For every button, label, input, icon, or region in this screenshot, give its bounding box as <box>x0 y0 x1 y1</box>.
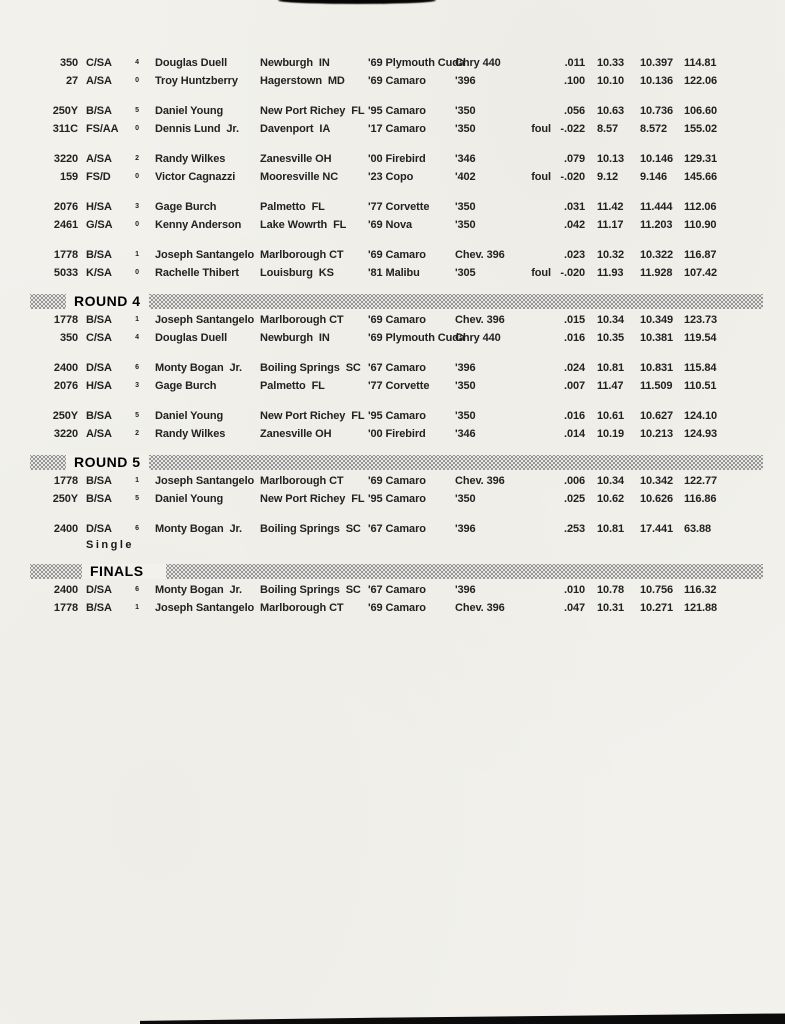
car-model: '23 Copo <box>368 171 414 183</box>
driver-name: Troy Huntzberry <box>155 75 238 87</box>
reaction-time: .016 <box>563 410 585 422</box>
dial-in: 11.42 <box>597 201 624 213</box>
single-note: Single <box>86 539 135 551</box>
car-model: '69 Camaro <box>368 602 426 614</box>
driver-name: Dennis Lund Jr. <box>155 123 239 135</box>
driver-name: Gage Burch <box>155 380 217 392</box>
race-row <box>0 377 785 395</box>
race-row <box>0 490 785 508</box>
elapsed-time: 9.146 <box>640 171 668 183</box>
speed-mph: 107.42 <box>684 267 718 279</box>
hometown: Zanesville OH <box>260 153 332 165</box>
car-number: 2076 <box>53 201 78 213</box>
car-model: '67 Camaro <box>368 584 426 596</box>
car-model: '69 Camaro <box>368 75 426 87</box>
hometown: Newburgh IN <box>260 332 330 344</box>
round-header <box>30 455 763 470</box>
elapsed-time: 10.627 <box>640 410 674 422</box>
race-row <box>0 246 785 264</box>
car-model: '00 Firebird <box>368 428 426 440</box>
foul-flag <box>527 54 551 72</box>
dial-in: 11.93 <box>597 267 624 279</box>
qualifier-seed: 5 <box>135 495 139 502</box>
dial-in: 10.81 <box>597 523 625 535</box>
race-row <box>0 102 785 120</box>
foul-flag <box>527 216 551 234</box>
driver-name: Daniel Young <box>155 105 224 117</box>
car-model: '81 Malibu <box>368 267 420 279</box>
engine: '350 <box>455 105 476 117</box>
scan-artifact-bottom <box>140 1013 785 1024</box>
class-label: A/SA <box>86 75 112 87</box>
car-model: '17 Camaro <box>368 123 426 135</box>
hometown: Davenport IA <box>260 123 331 135</box>
car-number: 311C <box>52 123 78 135</box>
engine: '350 <box>455 201 476 213</box>
reaction-time: .253 <box>563 523 585 535</box>
class-label: K/SA <box>86 267 112 279</box>
reaction-time: -.020 <box>560 267 585 279</box>
race-row <box>0 599 785 617</box>
engine: '346 <box>455 153 476 165</box>
speed-mph: 121.88 <box>684 602 718 614</box>
race-row <box>0 54 785 72</box>
race-row <box>0 150 785 168</box>
car-model: '77 Corvette <box>368 201 430 213</box>
engine: '346 <box>455 428 476 440</box>
hometown: Palmetto FL <box>260 380 325 392</box>
round-header-label: ROUND 4 <box>66 294 149 309</box>
speed-mph: 145.66 <box>684 171 718 183</box>
race-pair-group <box>0 359 785 395</box>
class-label: C/SA <box>86 332 112 344</box>
hometown: Mooresville NC <box>260 171 339 183</box>
qualifier-seed: 5 <box>135 412 139 419</box>
driver-name: Monty Bogan Jr. <box>155 523 243 535</box>
engine: Chev. 396 <box>455 602 505 614</box>
race-row <box>0 472 785 490</box>
driver-name: Victor Cagnazzi <box>155 171 236 183</box>
elapsed-time: 10.271 <box>640 602 674 614</box>
elapsed-time: 10.322 <box>640 249 674 261</box>
elapsed-time: 10.626 <box>640 493 674 505</box>
race-row <box>0 198 785 216</box>
car-number: 1778 <box>53 475 78 487</box>
speed-mph: 110.51 <box>684 380 717 392</box>
class-label: B/SA <box>86 602 112 614</box>
reaction-time: -.022 <box>560 123 585 135</box>
elapsed-time: 10.756 <box>640 584 674 596</box>
elapsed-time: 10.342 <box>640 475 674 487</box>
speed-mph: 155.02 <box>684 123 718 135</box>
foul-flag <box>527 520 551 538</box>
hometown: Newburgh IN <box>260 57 330 69</box>
dial-in: 10.31 <box>597 602 625 614</box>
reaction-time: .100 <box>563 75 585 87</box>
elapsed-time: 10.381 <box>640 332 674 344</box>
dial-in: 10.34 <box>597 475 625 487</box>
class-label: B/SA <box>86 410 112 422</box>
race-pair-group <box>0 311 785 347</box>
race-row <box>0 425 785 443</box>
qualifier-seed: 0 <box>135 77 139 84</box>
driver-name: Joseph Santangelo <box>155 475 255 487</box>
hometown: Marlborough CT <box>260 249 344 261</box>
engine: '396 <box>455 362 476 374</box>
engine: '396 <box>455 523 476 535</box>
speed-mph: 114.81 <box>684 57 717 69</box>
reaction-time: .023 <box>563 249 585 261</box>
speed-mph: 112.06 <box>684 201 717 213</box>
reaction-time: .042 <box>563 219 585 231</box>
class-label: D/SA <box>86 362 112 374</box>
race-pair-group <box>0 407 785 443</box>
car-model: '69 Plymouth Cuda <box>368 57 465 69</box>
qualifier-seed: 4 <box>135 334 139 341</box>
qualifier-seed: 4 <box>135 59 139 66</box>
elapsed-time: 10.397 <box>640 57 674 69</box>
car-number: 159 <box>59 171 78 183</box>
driver-name: Monty Bogan Jr. <box>155 584 243 596</box>
car-model: '95 Camaro <box>368 493 426 505</box>
car-number: 250Y <box>52 410 78 422</box>
engine: '350 <box>455 493 476 505</box>
engine: '396 <box>455 584 476 596</box>
car-model: '67 Camaro <box>368 362 426 374</box>
class-label: H/SA <box>86 201 112 213</box>
driver-name: Joseph Santangelo <box>155 602 255 614</box>
race-pair-group <box>0 198 785 234</box>
foul-flag <box>527 72 551 90</box>
car-model: '95 Camaro <box>368 410 426 422</box>
driver-name: Gage Burch <box>155 201 217 213</box>
dial-in: 10.33 <box>597 57 625 69</box>
class-label: D/SA <box>86 584 112 596</box>
hometown: Zanesville OH <box>260 428 332 440</box>
car-number: 2400 <box>53 362 78 374</box>
driver-name: Daniel Young <box>155 410 224 422</box>
class-label: G/SA <box>86 219 113 231</box>
class-label: H/SA <box>86 380 112 392</box>
reaction-time: .031 <box>563 201 585 213</box>
dial-in: 10.81 <box>597 362 625 374</box>
hometown: New Port Richey FL <box>260 410 365 422</box>
elapsed-time: 11.509 <box>640 380 673 392</box>
driver-name: Monty Bogan Jr. <box>155 362 243 374</box>
foul-flag <box>527 425 551 443</box>
hometown: Hagerstown MD <box>260 75 345 87</box>
driver-name: Douglas Duell <box>155 332 228 344</box>
qualifier-seed: 0 <box>135 269 139 276</box>
foul-flag: foul <box>531 267 551 279</box>
car-model: '69 Nova <box>368 219 413 231</box>
foul-flag <box>527 329 551 347</box>
hometown: Marlborough CT <box>260 602 344 614</box>
dial-in: 10.13 <box>597 153 625 165</box>
race-row <box>0 72 785 90</box>
foul-flag <box>527 581 551 599</box>
engine: Chev. 396 <box>455 475 505 487</box>
qualifier-seed: 6 <box>135 586 139 593</box>
race-row <box>0 581 785 599</box>
hometown: Marlborough CT <box>260 475 344 487</box>
foul-flag <box>527 150 551 168</box>
car-number: 1778 <box>53 314 78 326</box>
reaction-time: .047 <box>563 602 585 614</box>
elapsed-time: 10.736 <box>640 105 674 117</box>
foul-flag <box>527 359 551 377</box>
reaction-time: .014 <box>563 428 585 440</box>
engine: '350 <box>455 219 476 231</box>
dial-in: 11.17 <box>597 219 624 231</box>
speed-mph: 63.88 <box>684 523 712 535</box>
speed-mph: 124.10 <box>684 410 718 422</box>
car-number: 350 <box>59 57 78 69</box>
qualifier-seed: 1 <box>135 604 139 611</box>
speed-mph: 116.86 <box>684 493 717 505</box>
dial-in: 10.19 <box>597 428 625 440</box>
engine: Chev. 396 <box>455 314 505 326</box>
foul-flag: foul <box>531 123 551 135</box>
race-row <box>0 407 785 425</box>
dial-in: 10.32 <box>597 249 625 261</box>
engine: '402 <box>455 171 476 183</box>
race-row <box>0 120 785 138</box>
qualifier-seed: 0 <box>135 221 139 228</box>
class-label: B/SA <box>86 105 112 117</box>
class-label: A/SA <box>86 428 112 440</box>
engine: Chry 440 <box>455 332 501 344</box>
speed-mph: 110.90 <box>684 219 717 231</box>
hometown: Boiling Springs SC <box>260 362 361 374</box>
speed-mph: 122.77 <box>684 475 718 487</box>
driver-name: Daniel Young <box>155 493 224 505</box>
race-row <box>0 168 785 186</box>
race-pair-group <box>0 150 785 186</box>
hometown: New Port Richey FL <box>260 493 365 505</box>
speed-mph: 122.06 <box>684 75 718 87</box>
hometown: Louisburg KS <box>260 267 334 279</box>
dial-in: 10.62 <box>597 493 625 505</box>
reaction-time: .007 <box>563 380 585 392</box>
qualifier-seed: 3 <box>135 382 139 389</box>
foul-flag <box>527 407 551 425</box>
engine: '305 <box>455 267 476 279</box>
driver-name: Joseph Santangelo <box>155 249 255 261</box>
class-label: B/SA <box>86 493 112 505</box>
elapsed-time: 8.572 <box>640 123 668 135</box>
elapsed-time: 10.349 <box>640 314 674 326</box>
race-row <box>0 359 785 377</box>
hometown: Lake Wowrth FL <box>260 219 347 231</box>
hometown: Marlborough CT <box>260 314 344 326</box>
class-label: FS/D <box>86 171 111 183</box>
car-number: 2076 <box>53 380 78 392</box>
engine: '350 <box>455 410 476 422</box>
foul-flag <box>527 102 551 120</box>
round-header-label: ROUND 5 <box>66 455 149 470</box>
dial-in: 10.35 <box>597 332 625 344</box>
round-header <box>30 294 763 309</box>
driver-name: Kenny Anderson <box>155 219 242 231</box>
class-label: B/SA <box>86 249 112 261</box>
elapsed-time: 11.203 <box>640 219 673 231</box>
car-number: 250Y <box>52 493 78 505</box>
foul-flag <box>527 377 551 395</box>
dial-in: 10.61 <box>597 410 625 422</box>
hometown: New Port Richey FL <box>260 105 365 117</box>
car-number: 1778 <box>53 249 78 261</box>
dial-in: 10.78 <box>597 584 625 596</box>
class-label: D/SA <box>86 523 112 535</box>
elapsed-time: 10.136 <box>640 75 674 87</box>
driver-name: Randy Wilkes <box>155 428 226 440</box>
class-label: B/SA <box>86 314 112 326</box>
reaction-time: .056 <box>563 105 585 117</box>
elapsed-time: 11.928 <box>640 267 673 279</box>
reaction-time: .006 <box>563 475 585 487</box>
race-pair-group <box>0 54 785 90</box>
engine: '350 <box>455 380 476 392</box>
reaction-time: .016 <box>563 332 585 344</box>
speed-mph: 106.60 <box>684 105 718 117</box>
qualifier-seed: 0 <box>135 173 139 180</box>
car-model: '00 Firebird <box>368 153 426 165</box>
race-pair-group <box>0 246 785 282</box>
foul-flag <box>527 599 551 617</box>
speed-mph: 116.32 <box>684 584 717 596</box>
qualifier-seed: 6 <box>135 525 139 532</box>
car-number: 2400 <box>53 584 78 596</box>
foul-flag <box>527 472 551 490</box>
speed-mph: 123.73 <box>684 314 718 326</box>
car-number: 27 <box>65 75 78 87</box>
speed-mph: 129.31 <box>684 153 718 165</box>
elapsed-time: 17.441 <box>640 523 674 535</box>
reaction-time: .024 <box>563 362 585 374</box>
hometown: Boiling Springs SC <box>260 584 361 596</box>
foul-flag <box>527 246 551 264</box>
engine: '396 <box>455 75 476 87</box>
qualifier-seed: 2 <box>135 155 139 162</box>
reaction-time: .079 <box>563 153 585 165</box>
car-model: '95 Camaro <box>368 105 426 117</box>
car-number: 3220 <box>53 153 78 165</box>
dial-in: 11.47 <box>597 380 624 392</box>
driver-name: Joseph Santangelo <box>155 314 255 326</box>
car-number: 250Y <box>52 105 78 117</box>
speed-mph: 124.93 <box>684 428 718 440</box>
race-pair-group <box>0 102 785 138</box>
elapsed-time: 10.146 <box>640 153 674 165</box>
driver-name: Randy Wilkes <box>155 153 226 165</box>
qualifier-seed: 1 <box>135 251 139 258</box>
foul-flag <box>527 490 551 508</box>
driver-name: Douglas Duell <box>155 57 228 69</box>
race-row <box>0 216 785 234</box>
car-model: '69 Camaro <box>368 249 426 261</box>
car-number: 3220 <box>53 428 78 440</box>
race-row <box>0 520 785 538</box>
hometown: Boiling Springs SC <box>260 523 361 535</box>
race-pair-group <box>0 472 785 508</box>
race-row <box>0 264 785 282</box>
speed-mph: 115.84 <box>684 362 717 374</box>
qualifier-seed: 5 <box>135 107 139 114</box>
qualifier-seed: 0 <box>135 125 139 132</box>
reaction-time: .015 <box>563 314 585 326</box>
engine: '350 <box>455 123 476 135</box>
elapsed-time: 11.444 <box>640 201 673 213</box>
foul-flag <box>527 311 551 329</box>
car-number: 1778 <box>53 602 78 614</box>
race-row <box>0 311 785 329</box>
car-number: 350 <box>59 332 78 344</box>
class-label: C/SA <box>86 57 112 69</box>
elapsed-time: 10.831 <box>640 362 674 374</box>
qualifier-seed: 6 <box>135 364 139 371</box>
qualifier-seed: 2 <box>135 430 139 437</box>
race-pair-group <box>0 581 785 617</box>
race-row <box>0 329 785 347</box>
qualifier-seed: 1 <box>135 477 139 484</box>
engine: Chry 440 <box>455 57 501 69</box>
driver-name: Rachelle Thibert <box>155 267 239 279</box>
car-model: '69 Plymouth Cuda <box>368 332 465 344</box>
dial-in: 9.12 <box>597 171 619 183</box>
car-model: '69 Camaro <box>368 475 426 487</box>
foul-flag: foul <box>531 171 551 183</box>
car-model: '69 Camaro <box>368 314 426 326</box>
qualifier-seed: 3 <box>135 203 139 210</box>
reaction-time: -.020 <box>560 171 585 183</box>
engine: Chev. 396 <box>455 249 505 261</box>
dial-in: 10.63 <box>597 105 625 117</box>
foul-flag <box>527 198 551 216</box>
race-pair-group <box>0 520 785 552</box>
speed-mph: 116.87 <box>684 249 717 261</box>
speed-mph: 119.54 <box>684 332 717 344</box>
round-header-label: FINALS <box>82 564 166 579</box>
qualifier-seed: 1 <box>135 316 139 323</box>
class-label: FS/AA <box>86 123 119 135</box>
car-number: 2461 <box>53 219 78 231</box>
elapsed-time: 10.213 <box>640 428 674 440</box>
hometown: Palmetto FL <box>260 201 325 213</box>
dial-in: 10.10 <box>597 75 625 87</box>
car-number: 2400 <box>53 523 78 535</box>
car-number: 5033 <box>53 267 78 279</box>
dial-in: 10.34 <box>597 314 625 326</box>
dial-in: 8.57 <box>597 123 619 135</box>
car-model: '77 Corvette <box>368 380 430 392</box>
car-model: '67 Camaro <box>368 523 426 535</box>
reaction-time: .025 <box>563 493 585 505</box>
class-label: A/SA <box>86 153 112 165</box>
reaction-time: .010 <box>563 584 585 596</box>
round-header <box>30 564 763 579</box>
class-label: B/SA <box>86 475 112 487</box>
reaction-time: .011 <box>564 57 585 69</box>
